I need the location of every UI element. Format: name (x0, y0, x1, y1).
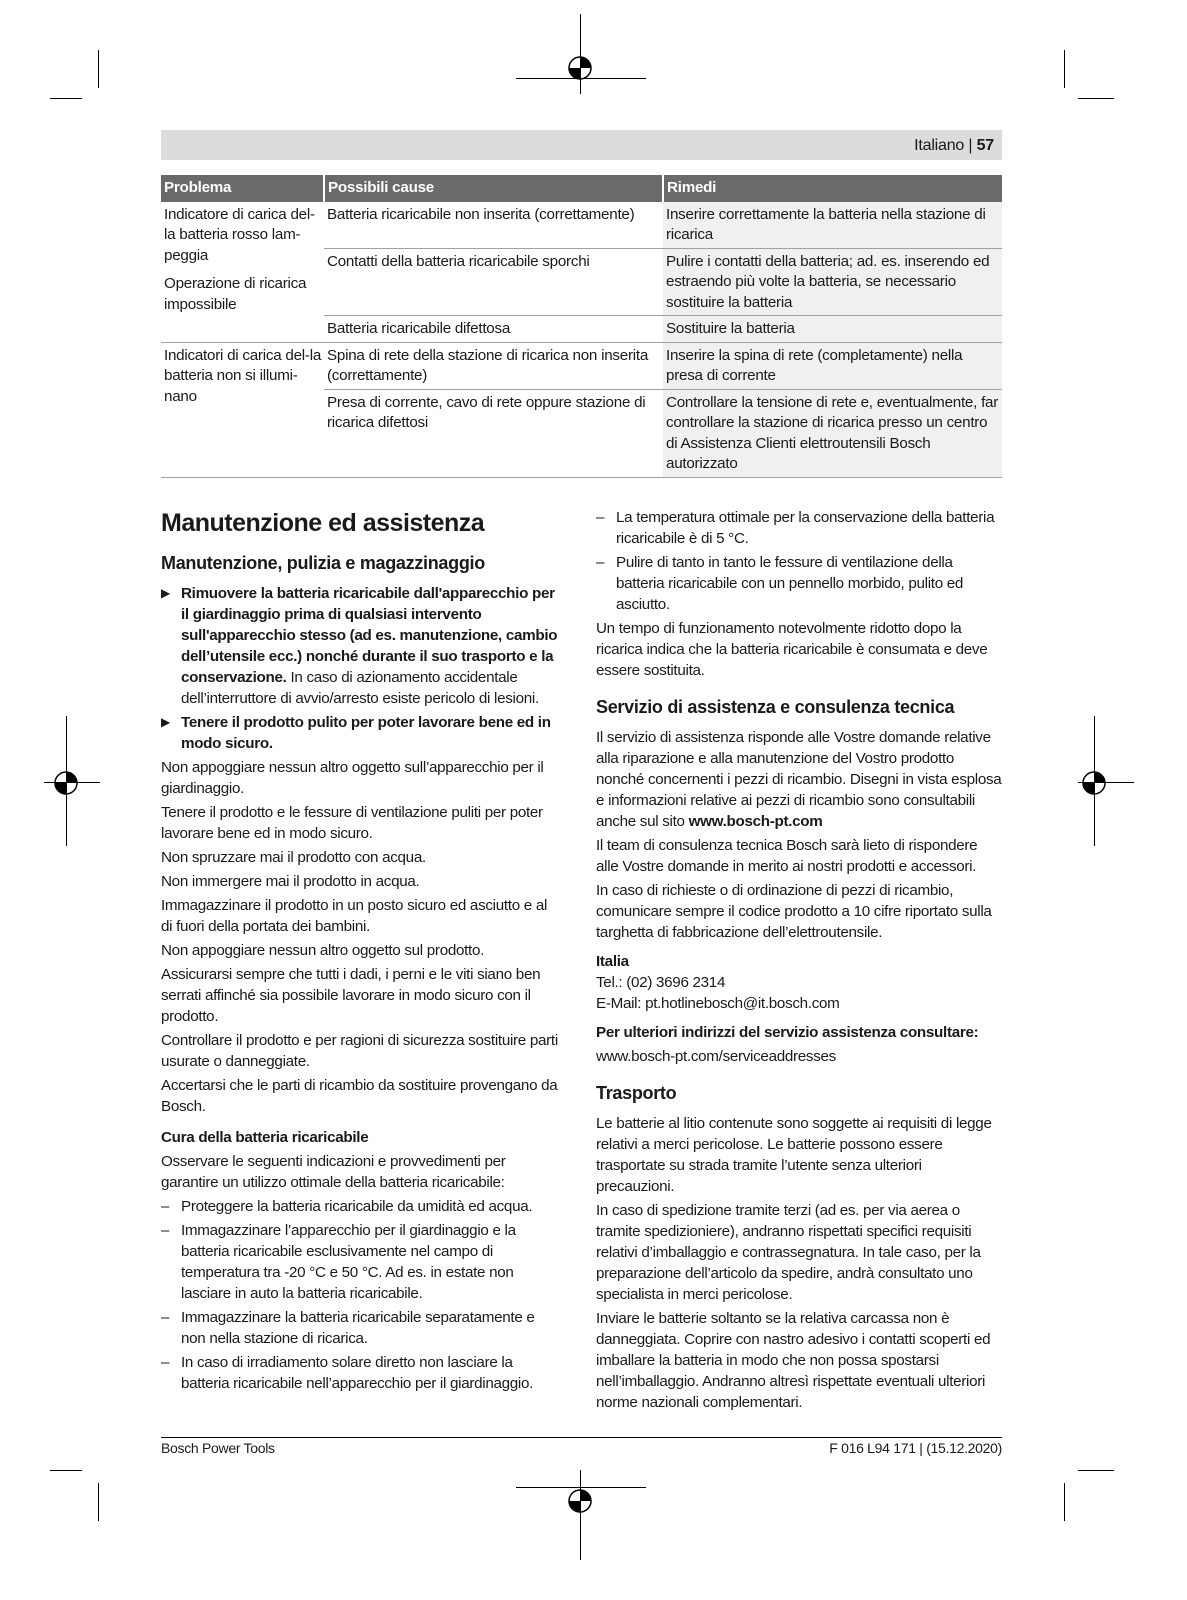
list-item: – La temperatura ottimale per la conservazione della batteria ricaricabile è di 5 °C. (596, 507, 1002, 549)
registration-mark-icon (53, 770, 79, 796)
problem-text: Indicatori di carica del-la batteria non si illumi-nano (164, 346, 322, 405)
crop-mark (1078, 98, 1114, 99)
list-item: – Pulire di tanto in tanto le fessure di ventilazione della batteria ricaricabile con un pennello morbido, pulito ed asciutto. (596, 552, 1002, 615)
paragraph: Le batterie al litio contenute sono soggette ai requisiti di legge relativi a merci pericolose. Le batterie possono essere trasportate su strada tramite l’utente senza ulteriori precauzioni. (596, 1115, 992, 1195)
paragraph: Il team di consulenza tecnica Bosch sarà lieto di rispondere alle Vostre domande in merito ai nostri prodotti e accessori. (596, 837, 978, 875)
paragraph: Non appoggiare nessun altro oggetto sul prodotto. (161, 942, 485, 959)
paragraph: Assicurarsi sempre che tutti i dadi, i perni e le viti siano ben serrati affinché sia possibile lavorare in modo sicuro con il prodotto. (161, 966, 541, 1025)
paragraph: Tenere il prodotto e le fessure di ventilazione puliti per poter lavorare bene ed in modo sicuro. (161, 804, 543, 842)
footer-doc-code: F 016 L94 171 | (15.12.2020) (829, 1440, 1002, 1456)
crop-mark (50, 1470, 82, 1471)
paragraph: Non immergere mai il prodotto in acqua. (161, 873, 420, 890)
table-header-row (161, 175, 1002, 202)
warning-item (161, 583, 561, 709)
paragraph: Immagazzinare il prodotto in un posto sicuro ed asciutto e al di fuori della portata dei bambini. (161, 897, 548, 935)
list-item: – Immagazzinare la batteria ricaricabile separatamente e non nella stazione di ricarica. (161, 1307, 561, 1349)
paragraph: Controllare il prodotto e per ragioni di sicurezza sostituire parti usurate o danneggiate. (161, 1032, 558, 1070)
website-link[interactable]: www.bosch-pt.com (688, 813, 823, 830)
problem-text: Indicatore di carica del-la batteria rosso lam-peggia (164, 205, 315, 264)
warning-bold-text: Rimuovere la batteria ricaricabile dall'apparecchio per il giardinaggio prima di qualsiasi intervento sull'apparecchio stesso (ad es. manutenzione, cambio dell’utensile ecc.) nonché durante il suo trasporto e la conservazione. (181, 585, 558, 686)
list-item: – In caso di irradiamento solare diretto non lasciare la batteria ricaricabile nell’apparecchio per il giardinaggio. (161, 1352, 561, 1394)
remedy-cell: Pulire i contatti della batteria; ad. es. inserendo ed estraendo più volte la batteria, se necessario sostituire la batteria (663, 248, 1002, 316)
page-number: 57 (976, 137, 994, 154)
cause-cell: Contatti della batteria ricaricabile sporchi (324, 248, 663, 316)
header-label (914, 137, 994, 155)
paragraph: In caso di richieste o di ordinazione di pezzi di ricambio, comunicare sempre il codice prodotto a 10 cifre riportato sulla targhetta di fabbricazione dell’elettroutensile. (596, 882, 992, 941)
warning-text: In caso di azionamento accidentale dell’interruttore di avvio/arresto esiste pericolo di lesioni. (181, 669, 539, 707)
contact-block (596, 951, 1002, 1014)
table-header-cell: Possibili cause (324, 175, 663, 202)
header-separator: | (968, 137, 973, 154)
minor-heading: Cura della batteria ricaricabile (161, 1129, 369, 1146)
crop-mark (1064, 1483, 1065, 1521)
paragraph: Non appoggiare nessun altro oggetto sull’apparecchio per il giardinaggio. (161, 759, 544, 797)
phone-number: Tel.: (02) 3696 2314 (596, 974, 726, 991)
table-row (161, 202, 1002, 249)
crop-mark (98, 1483, 99, 1521)
table-header-cell: Problema (161, 175, 324, 202)
crop-mark (1078, 1470, 1114, 1471)
crop-mark (580, 14, 581, 94)
right-column (596, 507, 1002, 1416)
table-header-cell: Rimedi (663, 175, 1002, 202)
paragraph: Inviare le batterie soltanto se la relativa carcassa non è danneggiata. Coprire con nastro adesivo i contatti scoperti ed imballare la batteria in modo che non possa spostarsi nell’imballaggio. Andranno altresì rispettate eventuali ulteriori norme nazionali complementari. (596, 1310, 991, 1411)
country-label: Italia (596, 953, 629, 970)
cause-cell: Batteria ricaricabile difettosa (324, 316, 663, 343)
problem-cell (161, 202, 324, 343)
remedy-cell: Inserire correttamente la batteria nella stazione di ricarica (663, 202, 1002, 249)
paragraph: Osservare le seguenti indicazioni e provvedimenti per garantire un utilizzo ottimale della batteria ricaricabile: (161, 1153, 506, 1191)
crop-mark (1064, 50, 1065, 88)
page-header (161, 130, 1002, 160)
left-column (161, 507, 561, 1397)
subsection-title: Manutenzione, pulizia e magazzinaggio (161, 553, 485, 573)
header-language: Italiano (914, 137, 965, 154)
paragraph: Un tempo di funzionamento notevolmente ridotto dopo la ricarica indica che la batteria ricaricabile è consumata e deve essere sostituita. (596, 620, 988, 679)
registration-mark-icon (567, 55, 593, 81)
registration-mark-icon (1081, 770, 1107, 796)
table-row (161, 342, 1002, 389)
problem-text: Operazione di ricarica impossibile (164, 275, 307, 313)
paragraph (596, 727, 1002, 832)
list-item: – Proteggere la batteria ricaricabile da umidità ed acqua. (161, 1196, 561, 1217)
remedy-cell: Sostituire la batteria (663, 316, 1002, 343)
paragraph: Per ulteriori indirizzi del servizio assistenza consultare: (596, 1024, 979, 1041)
paragraph: Accertarsi che le parti di ricambio da sostituire provengano da Bosch. (161, 1077, 558, 1115)
problem-cell (161, 342, 324, 477)
section-title: Manutenzione ed assistenza (161, 509, 485, 537)
registration-mark-icon (567, 1488, 593, 1514)
remedy-cell: Controllare la tensione di rete e, eventualmente, far controllare la stazione di ricarica presso un centro di Assistenza Clienti elettroutensili Bosch autorizzato (663, 389, 1002, 477)
warning-item (161, 712, 561, 754)
remedy-cell: Inserire la spina di rete (completamente) nella presa di corrente (663, 342, 1002, 389)
crop-mark (98, 50, 99, 88)
warning-bold-text: Tenere il prodotto pulito per poter lavorare bene ed in modo sicuro. (181, 714, 551, 752)
crop-mark (580, 1470, 581, 1560)
paragraph: In caso di spedizione tramite terzi (ad es. per via aerea o tramite spedizioniere), andranno rispettati specifici requisiti relativi d’imballaggio e contrassegnatura. In tale caso, per la preparazione dell’articolo da spedire, andrà consultato uno specialista in merci pericolose. (596, 1202, 981, 1303)
crop-mark (50, 98, 82, 99)
paragraph: Non spruzzare mai il prodotto con acqua. (161, 849, 426, 866)
paragraph-text: Il servizio di assistenza risponde alle Vostre domande relative alla riparazione e alla manutenzione del Vostro prodotto nonché concernenti i pezzi di ricambio. Disegni in vista esplosa e informazioni relative ai pezzi di ricambio sono consultabili anche sul sito (596, 729, 1002, 830)
list-item: – Immagazzinare l’apparecchio per il giardinaggio e la batteria ricaricabile esclusivamente nel campo di temperatura tra -20 °C e 50 °C. Ad es. in estate non lasciare in auto la batteria ricaricabile. (161, 1220, 561, 1304)
email-address[interactable]: E-Mail: pt.hotlinebosch@it.bosch.com (596, 995, 840, 1012)
cause-cell: Batteria ricaricabile non inserita (correttamente) (324, 202, 663, 249)
cause-cell: Presa di corrente, cavo di rete oppure stazione di ricarica difettosi (324, 389, 663, 477)
footer-divider (161, 1437, 1002, 1438)
troubleshooting-table (161, 175, 1002, 478)
cause-cell: Spina di rete della stazione di ricarica non inserita (correttamente) (324, 342, 663, 389)
service-url[interactable]: www.bosch-pt.com/serviceaddresses (596, 1048, 836, 1065)
footer-brand: Bosch Power Tools (161, 1440, 275, 1456)
subsection-title: Trasporto (596, 1083, 677, 1103)
subsection-title: Servizio di assistenza e consulenza tecnica (596, 697, 955, 717)
